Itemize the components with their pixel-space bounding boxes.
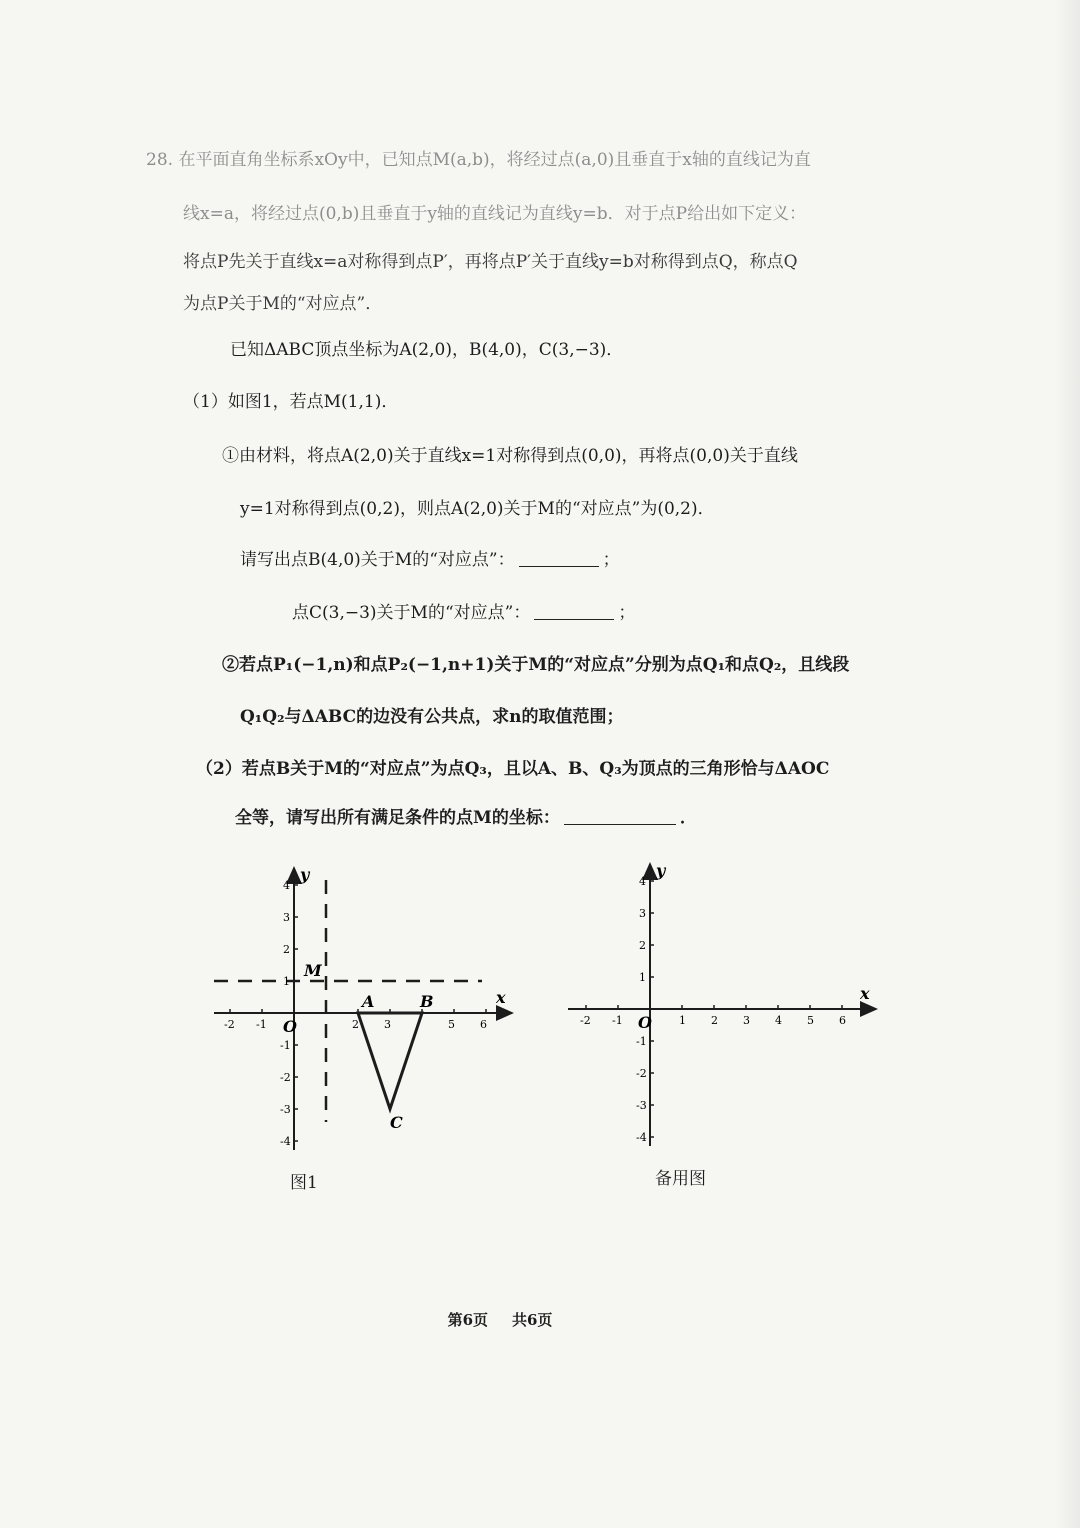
fig1-ytick-label: 2: [283, 943, 290, 956]
part1-sub1-line1: ①由材料，将点A(2,0)关于直线x=1对称得到点(0,0)，再将点(0,0)关于直线: [222, 446, 798, 466]
fig1-point-b-label: B: [420, 992, 434, 1011]
fig2-y-axis-label: y: [656, 861, 666, 880]
fig1-y-axis-label: y: [300, 865, 310, 884]
figure-1-caption: 图1: [290, 1173, 318, 1193]
question-c-text: 点C(3,−3)关于M的“对应点”：: [292, 603, 531, 623]
fig1-xtick-label: 3: [384, 1018, 391, 1031]
question-b-text: 请写出点B(4,0)关于M的“对应点”：: [240, 550, 515, 570]
fig1-xtick-label: 6: [480, 1018, 487, 1031]
figure-2-caption: 备用图: [655, 1169, 706, 1189]
fig1-ytick-label: 1: [283, 975, 290, 988]
fig1-ytick-label: -1: [280, 1039, 291, 1052]
intro-line-2: 线x=a，将经过点(0,b)且垂直于y轴的直线记为直线y=b．对于点P给出如下定义：: [183, 204, 807, 224]
fig2-xtick-label: 6: [839, 1014, 846, 1027]
fig2-xtick-label: 2: [711, 1014, 718, 1027]
fig2-ytick-label: -4: [636, 1131, 647, 1144]
fig1-ytick-label: -2: [280, 1071, 291, 1084]
page-total: 共6页: [512, 1311, 553, 1329]
part2-line2-text: 全等，请写出所有满足条件的点M的坐标：: [235, 808, 560, 828]
fig2-origin-label: O: [638, 1013, 652, 1032]
given-triangle: 已知ΔABC顶点坐标为A(2,0)，B(4,0)，C(3,−3)．: [230, 340, 624, 360]
fig1-ytick-label: -3: [280, 1103, 291, 1116]
fig2-ytick-label: 3: [639, 907, 646, 920]
fig2-x-axis-label: x: [860, 984, 870, 1003]
part1-sub2-line2: Q₁Q₂与ΔABC的边没有公共点，求n的取值范围；: [240, 707, 624, 727]
fig1-xtick-label: -1: [256, 1018, 267, 1031]
fig2-ytick-label: -2: [636, 1067, 647, 1080]
fig2-xtick-label: -2: [580, 1014, 591, 1027]
intro-line-4: 为点P关于M的“对应点”．: [183, 294, 383, 314]
fig1-origin-label: O: [283, 1017, 297, 1036]
fig1-point-a-label: A: [362, 992, 375, 1011]
fig2-ytick-label: 1: [639, 971, 646, 984]
fig2-xtick-label: -1: [612, 1014, 623, 1027]
fig1-point-m-label: M: [304, 961, 322, 980]
page-footer: [0, 1309, 1000, 1330]
fig1-x-axis-label: x: [496, 988, 506, 1007]
part1-sub1-line2: y=1对称得到点(0,2)，则点A(2,0)关于M的“对应点”为(0,2)．: [240, 499, 715, 519]
fig2-xtick-label: 3: [743, 1014, 750, 1027]
fig1-point-c-label: C: [390, 1113, 403, 1132]
fig1-ytick-label: 4: [283, 879, 290, 892]
fig2-ytick-label: 4: [639, 875, 646, 888]
part1-heading: （1）如图1，若点M(1,1)．: [183, 392, 399, 412]
fig1-ytick-label: -4: [280, 1135, 291, 1148]
part1-sub2-line1: ②若点P₁(−1,n)和点P₂(−1,n+1)关于M的“对应点”分别为点Q₁和点Q₂，且线段: [222, 655, 850, 675]
fig2-ytick-label: 2: [639, 939, 646, 952]
intro-line-1: 28. 在平面直角坐标系xOy中，已知点M(a,b)，将经过点(a,0)且垂直于x轴的直线记为直: [146, 150, 811, 170]
fig2-ytick-label: -3: [636, 1099, 647, 1112]
question-b-end: ；: [602, 550, 620, 570]
question-c-end: ；: [618, 603, 636, 623]
fig2-xtick-label: 1: [679, 1014, 686, 1027]
part2-line1: （2）若点B关于M的“对应点”为点Q₃，且以A、B、Q₃为顶点的三角形恰与ΔAOC: [196, 759, 830, 779]
fig1-xtick-label: -2: [224, 1018, 235, 1031]
page-number: 第6页: [447, 1311, 488, 1329]
fig1-ytick-label: 3: [283, 911, 290, 924]
fig1-xtick-label: 2: [352, 1018, 359, 1031]
fig2-xtick-label: 4: [775, 1014, 782, 1027]
fig2-xtick-label: 5: [807, 1014, 814, 1027]
part2-line2-end: ．: [679, 808, 697, 828]
fig1-xtick-label: 5: [448, 1018, 455, 1031]
fig2-ytick-label: -1: [636, 1035, 647, 1048]
intro-line-3: 将点P先关于直线x=a对称得到点P′，再将点P′关于直线y=b对称得到点Q，称点Q: [183, 252, 798, 272]
